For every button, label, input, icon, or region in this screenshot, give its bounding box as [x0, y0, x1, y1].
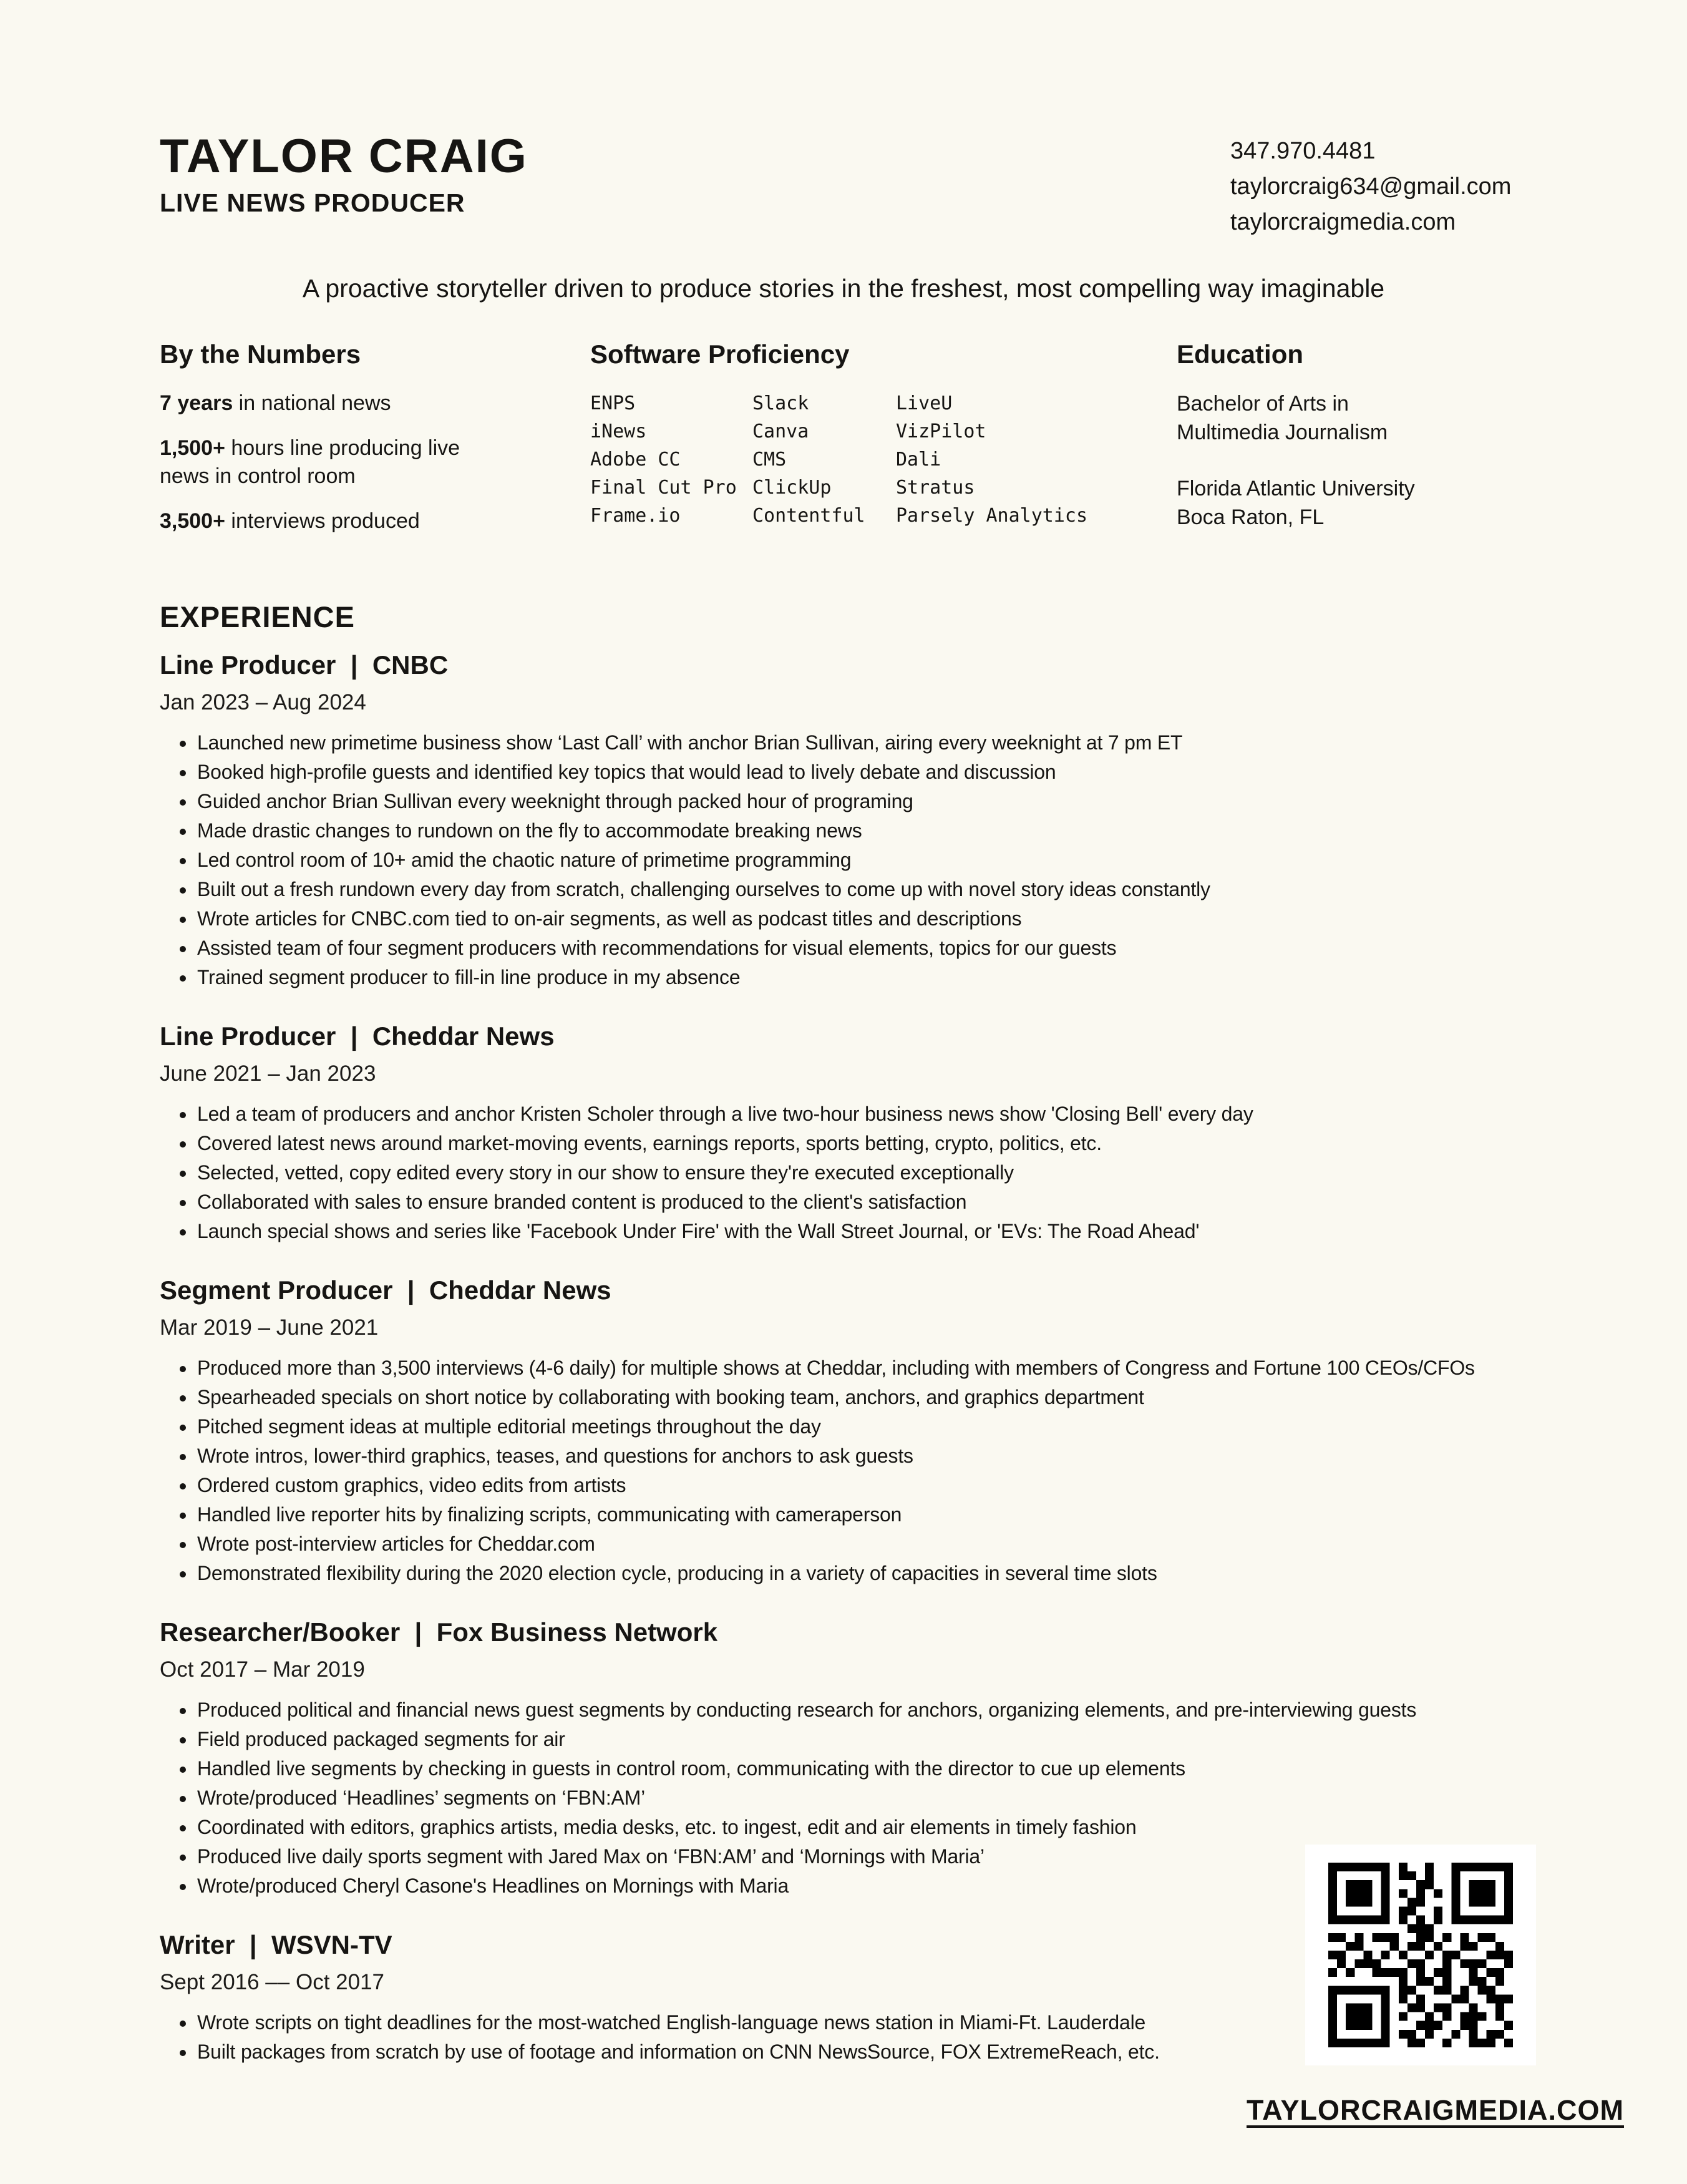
software-item: Dali [896, 449, 941, 471]
stat-label: interviews produced [225, 509, 420, 534]
by-the-numbers-heading: By the Numbers [160, 339, 361, 369]
summary-columns [160, 339, 1527, 552]
software-item: Frame.io [590, 505, 681, 527]
bullet-item: • Led control room of 10+ amid the chaotic nature of primetime programming [196, 847, 1527, 873]
education-school: Florida Atlantic University [1177, 477, 1415, 501]
bullet-item: • Built packages from scratch by use of footage and information on CNN NewsSource, FOX ExtremeReach, etc. [196, 2039, 1527, 2065]
bullet-item: • Wrote intros, lower-third graphics, teases, and questions for anchors to ask guests [196, 1443, 1527, 1469]
spacer [1177, 447, 1527, 474]
job-dates: Oct 2017 – Mar 2019 [160, 1657, 365, 1682]
bullet-item: • Ordered custom graphics, video edits from artists [196, 1473, 1527, 1498]
job-dates: June 2021 – Jan 2023 [160, 1061, 376, 1086]
bullet-item: • Pitched segment ideas at multiple editorial meetings throughout the day [196, 1414, 1527, 1440]
job-title: Writer | WSVN-TV [160, 1930, 392, 1960]
bullet-item: • Led a team of producers and anchor Kristen Scholer through a live two-hour business news show 'Closing Bell' every day [196, 1101, 1527, 1127]
software-item: Final Cut Pro [590, 477, 737, 499]
software-item: Canva [752, 421, 809, 443]
software-item: VizPilot [896, 421, 986, 443]
bullet-item: • Handled live segments by checking in guests in control room, communicating with the director to cue up elements [196, 1756, 1527, 1782]
bullet-item: • Made drastic changes to rundown on the fly to accommodate breaking news [196, 818, 1527, 844]
software-heading: Software Proficiency [590, 339, 850, 369]
bullet-item: • Wrote scripts on tight deadlines for the most-watched English-language news station in Miami-Ft. Lauderdale [196, 2010, 1527, 2035]
job-bullets [160, 1355, 1527, 1586]
software-item: Adobe CC [590, 449, 681, 471]
job-title: Line Producer | Cheddar News [160, 1021, 555, 1051]
job-dates: Mar 2019 – June 2021 [160, 1315, 379, 1340]
stat-value: 7 years [160, 391, 233, 416]
footer-website-link[interactable]: TAYLORCRAIGMEDIA.COM [1247, 2094, 1624, 2126]
bullet-item: • Wrote/produced ‘Headlines’ segments on ‘FBN:AM’ [196, 1785, 1527, 1811]
job-entry [160, 1275, 1527, 1586]
bullet-item: • Booked high-profile guests and identified key topics that would lead to lively debate and discussion [196, 759, 1527, 785]
person-role: LIVE NEWS PRODUCER [160, 188, 465, 218]
software-item: iNews [590, 421, 647, 443]
job-title: Researcher/Booker | Fox Business Network [160, 1617, 718, 1647]
education-degree: Multimedia Journalism [1177, 421, 1388, 445]
software-grid [590, 389, 1177, 530]
bullet-item: • Built out a fresh rundown every day from scratch, challenging ourselves to come up with novel story ideas constantly [196, 877, 1527, 902]
software-item: Stratus [896, 477, 975, 499]
job-title: Line Producer | CNBC [160, 650, 449, 680]
contact-email: taylorcraig634@gmail.com [1230, 173, 1512, 200]
software-section [590, 339, 1177, 552]
by-the-numbers-section [160, 339, 590, 552]
bullet-item: • Assisted team of four segment producers with recommendations for visual elements, topics for our guests [196, 935, 1527, 961]
experience-heading: EXPERIENCE [160, 600, 355, 634]
bullet-item: • Selected, vetted, copy edited every story in our show to ensure they're executed exceptionally [196, 1160, 1527, 1186]
bullet-item: • Trained segment producer to fill-in line produce in my absence [196, 965, 1527, 990]
bullet-item: • Produced live daily sports segment with Jared Max on ‘FBN:AM’ and ‘Mornings with Maria’ [196, 1844, 1527, 1870]
bullet-item: • Wrote post-interview articles for Cheddar.com [196, 1531, 1527, 1557]
contact-phone: 347.970.4481 [1230, 138, 1376, 164]
bullet-item: • Launch special shows and series like 'Facebook Under Fire' with the Wall Street Journal, or 'EVs: The Road Ahead' [196, 1219, 1527, 1244]
stat-item [160, 434, 484, 490]
education-location: Boca Raton, FL [1177, 505, 1325, 530]
stat-value: 3,500+ [160, 509, 225, 534]
job-entry [160, 1021, 1527, 1244]
software-item: Slack [752, 392, 809, 415]
software-column [590, 389, 752, 530]
education-section [1177, 339, 1527, 552]
job-bullets [160, 730, 1527, 990]
job-title: Segment Producer | Cheddar News [160, 1275, 611, 1305]
software-item: Parsely Analytics [896, 505, 1088, 527]
software-item: ENPS [590, 392, 636, 415]
software-column [896, 389, 1177, 530]
bullet-item: • Wrote/produced Cheryl Casone's Headlines on Mornings with Maria [196, 1873, 1527, 1899]
bullet-item: • Wrote articles for CNBC.com tied to on-air segments, as well as podcast titles and descriptions [196, 906, 1527, 932]
stat-label: hours line producing live news in control room [160, 436, 460, 489]
job-bullets [160, 1101, 1527, 1244]
bullet-item: • Demonstrated flexibility during the 2020 election cycle, producing in a variety of capacities in several time slots [196, 1561, 1527, 1586]
bullet-item: • Coordinated with editors, graphics artists, media desks, etc. to ingest, edit and air elements in timely fashion [196, 1815, 1527, 1840]
bullet-item: • Field produced packaged segments for air [196, 1727, 1527, 1752]
person-name: TAYLOR CRAIG [160, 130, 528, 183]
software-column [752, 389, 896, 530]
job-entry [160, 650, 1527, 990]
bullet-item: • Covered latest news around market-moving events, earnings reports, sports betting, crypto, politics, etc. [196, 1131, 1527, 1156]
job-dates: Sept 2016 –– Oct 2017 [160, 1970, 384, 1995]
contact-website: taylorcraigmedia.com [1230, 209, 1456, 235]
qr-code-image [1325, 1863, 1516, 2047]
bullet-item: • Produced political and financial news guest segments by conducting research for anchors, organizing elements, and pre-interviewing guests [196, 1697, 1527, 1723]
software-item: ClickUp [752, 477, 832, 499]
bullet-item: • Handled live reporter hits by finalizing scripts, communicating with cameraperson [196, 1502, 1527, 1528]
education-heading: Education [1177, 339, 1304, 369]
qr-code [1305, 1845, 1536, 2065]
stat-item [160, 507, 484, 535]
bullet-item: • Guided anchor Brian Sullivan every weeknight through packed hour of programing [196, 789, 1527, 814]
tagline: A proactive storyteller driven to produce stories in the freshest, most compelling way imaginable [302, 274, 1385, 303]
bullet-item: • Produced more than 3,500 interviews (4-6 daily) for multiple shows at Cheddar, including with members of Congress and Fortune 100 CEOs/CFOs [196, 1355, 1527, 1381]
bullet-item: • Collaborated with sales to ensure branded content is produced to the client's satisfaction [196, 1189, 1527, 1215]
stat-value: 1,500+ [160, 436, 225, 461]
stat-item [160, 389, 484, 417]
software-item: LiveU [896, 392, 953, 415]
bullet-item: • Spearheaded specials on short notice by collaborating with booking team, anchors, and graphics department [196, 1385, 1527, 1410]
stat-label: in national news [233, 391, 391, 416]
education-degree: Bachelor of Arts in [1177, 392, 1349, 416]
software-item: Contentful [752, 505, 865, 527]
software-item: CMS [752, 449, 787, 471]
contact-block [1230, 134, 1511, 240]
by-the-numbers-list [160, 389, 590, 535]
job-dates: Jan 2023 – Aug 2024 [160, 690, 366, 715]
bullet-item: • Launched new primetime business show ‘Last Call’ with anchor Brian Sullivan, airing every weeknight at 7 pm ET [196, 730, 1527, 756]
